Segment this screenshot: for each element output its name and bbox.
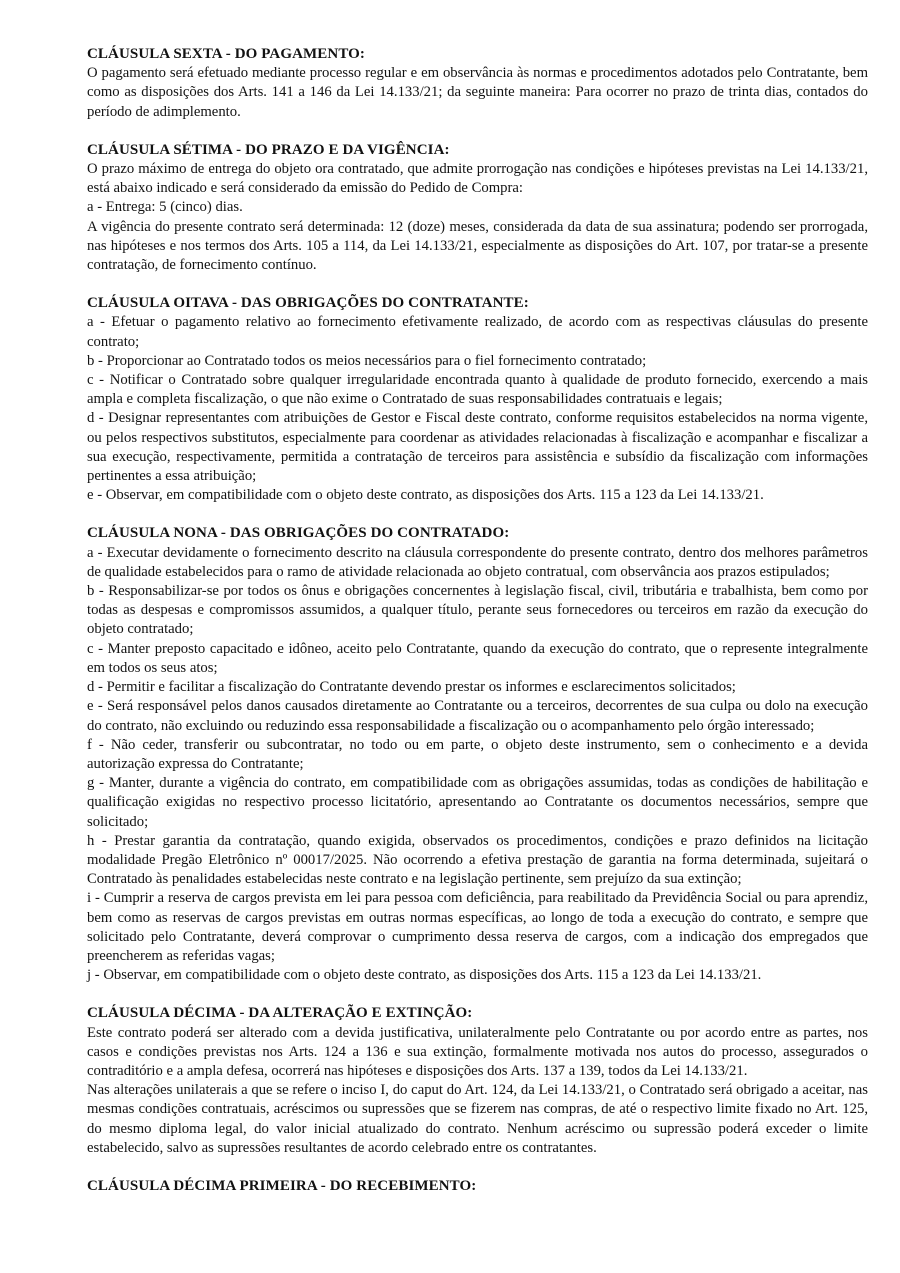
clause-heading: CLÁUSULA DÉCIMA - DA ALTERAÇÃO E EXTINÇÃO: (87, 1005, 473, 1022)
clause-item-a: a - Executar devidamente o fornecimento descrito na cláusula correspondente do presente contrato, dentro dos melhores parâmetros de qualidade estabelecidos para o ramo de atividade relacionada ao objeto contratual, com observância aos prazos estipulados; (87, 544, 868, 580)
clause-decima-alteracao-extincao (87, 1004, 868, 1158)
clause-item-i: i - Cumprir a reserva de cargos prevista em lei para pessoa com deficiência, para reabilitado da Previdência Social ou para aprendiz, bem como as reservas de cargos previstas em outras normas específicas, ao longo de toda a execução do contrato, e sempre que solicitado pelo Contratante, deverá comprovar o cumprimento dessa reserva de cargos, com a indicação dos empregados que preencherem as referidas vagas; (87, 890, 868, 964)
clause-heading: CLÁUSULA NONA - DAS OBRIGAÇÕES DO CONTRATADO: (87, 525, 510, 542)
clause-oitava-obrigacoes-contratante (87, 294, 868, 505)
clause-decima-primeira-recebimento (87, 1177, 868, 1196)
clause-item-d: d - Designar representantes com atribuições de Gestor e Fiscal deste contrato, conforme requisitos estabelecidos na norma vigente, ou pelos respectivos substitutos, especialmente para coordenar as atividades relacionadas à fiscalização e acompanhar e fiscalizar a sua execução, respectivamente, permitida a contratação de terceiros para assistência e subsídio da fiscalização com informações pertinentes a essa atribuição; (87, 410, 868, 485)
clause-item-a: a - Efetuar o pagamento relativo ao fornecimento efetivamente realizado, de acordo com as respectivas cláusulas do presente contrato; (87, 314, 868, 350)
clause-heading: CLÁUSULA DÉCIMA PRIMEIRA - DO RECEBIMENTO: (87, 1177, 477, 1194)
clause-paragraph: Nas alterações unilaterais a que se refere o inciso I, do caput do Art. 124, da Lei 14.133/21, o Contratado será obrigado a aceitar, nas mesmas condições contratuais, acréscimos ou supressões que se fizerem nas compras, de até o respectivo limite fixado no Art. 125, do mesmo diploma legal, do valor inicial atualizado do contrato. Nenhum acréscimo ou supressão poderá exceder o limite estabelecido, salvo as supressões resultantes de acordo celebrado entre os contratantes. (87, 1082, 868, 1156)
clause-item-e: e - Observar, em compatibilidade com o objeto deste contrato, as disposições dos Arts. 115 a 123 da Lei 14.133/21. (87, 487, 764, 504)
clause-paragraph: O pagamento será efetuado mediante processo regular e em observância às normas e procedimentos adotados pelo Contratante, bem como as disposições dos Arts. 141 a 146 da Lei 14.133/21; da seguinte maneira: Para ocorrer no prazo de trinta dias, contados do período de adimplemento. (87, 65, 868, 120)
clause-item-c: c - Notificar o Contratado sobre qualquer irregularidade encontrada quanto à qualidade de produto fornecido, exercendo a mais ampla e completa fiscalização, o que não exime o Contratado de suas responsabilidades contratuais e legais; (87, 372, 868, 408)
clause-item-b: b - Responsabilizar-se por todos os ônus e obrigações concernentes à legislação fiscal, civil, tributária e trabalhista, bem como por todas as despesas e compromissos assumidos, a qualquer título, perante seus fornecedores ou terceiros em razão da execução do objeto contratado; (87, 583, 868, 638)
clause-sexta-pagamento (87, 45, 868, 122)
clause-item-e: e - Será responsável pelos danos causados diretamente ao Contratante ou a terceiros, decorrentes de sua culpa ou dolo na execução do contrato, não excluindo ou reduzindo essa responsabilidade a fiscalização ou o acompanhamento pelo órgão interessado; (87, 698, 868, 734)
clause-paragraph: a - Entrega: 5 (cinco) dias. (87, 199, 243, 216)
clause-paragraph: Este contrato poderá ser alterado com a devida justificativa, unilateralmente pelo Contratante ou por acordo entre as partes, nos casos e condições previstas nos Arts. 124 a 136 e sua extinção, formalmente motivada nos autos do processo, assegurados o contraditório e a ampla defesa, ocorrerá nas hipóteses e disposições dos Arts. 137 a 139, todos da Lei 14.133/21. (87, 1024, 868, 1079)
clause-item-g: g - Manter, durante a vigência do contrato, em compatibilidade com as obrigações assumidas, todas as condições de habilitação e qualificação exigidas no respectivo processo licitatório, apresentando ao Contratante os documentos necessários, sempre que solicitado; (87, 775, 868, 830)
clause-paragraph: A vigência do presente contrato será determinada: 12 (doze) meses, considerada da data de sua assinatura; podendo ser prorrogada, nas hipóteses e nos termos dos Arts. 105 a 114, da Lei 14.133/21, especialmente as disposições do Art. 107, por tratar-se a presente contratação, de fornecimento contínuo. (87, 218, 868, 274)
clause-item-h: h - Prestar garantia da contratação, quando exigida, observados os procedimentos, condições e prazo definidos na licitação modalidade Pregão Eletrônico nº 00017/2025. Não ocorrendo a efetiva prestação de garantia na forma determinada, sujeitará o Contratado às penalidades estabelecidas neste contrato e na legislação pertinente, sem prejuízo da sua extinção; (87, 832, 868, 888)
clause-item-d: d - Permitir e facilitar a fiscalização do Contratante devendo prestar os informes e esclarecimentos solicitados; (87, 679, 736, 696)
clause-item-j: j - Observar, em compatibilidade com o objeto deste contrato, as disposições dos Arts. 115 a 123 da Lei 14.133/21. (87, 967, 762, 984)
clause-heading: CLÁUSULA SÉTIMA - DO PRAZO E DA VIGÊNCIA: (87, 141, 450, 158)
clause-nona-obrigacoes-contratado (87, 524, 868, 985)
clause-setima-prazo-vigencia (87, 141, 868, 275)
clause-item-b: b - Proporcionar ao Contratado todos os meios necessários para o fiel fornecimento contratado; (87, 352, 647, 369)
clause-heading: CLÁUSULA SEXTA - DO PAGAMENTO: (87, 46, 366, 62)
clause-item-c: c - Manter preposto capacitado e idôneo, aceito pelo Contratante, quando da execução do contrato, que o represente integralmente em todos os seus atos; (87, 640, 868, 676)
clause-heading: CLÁUSULA OITAVA - DAS OBRIGAÇÕES DO CONTRATANTE: (87, 295, 529, 312)
clause-paragraph: O prazo máximo de entrega do objeto ora contratado, que admite prorrogação nas condições e hipóteses previstas na Lei 14.133/21, está abaixo indicado e será considerado da emissão do Pedido de Compra: (87, 161, 868, 197)
clause-item-f: f - Não ceder, transferir ou subcontratar, no todo ou em parte, o objeto deste instrumento, sem o conhecimento e a devida autorização expressa do Contratante; (87, 736, 868, 772)
